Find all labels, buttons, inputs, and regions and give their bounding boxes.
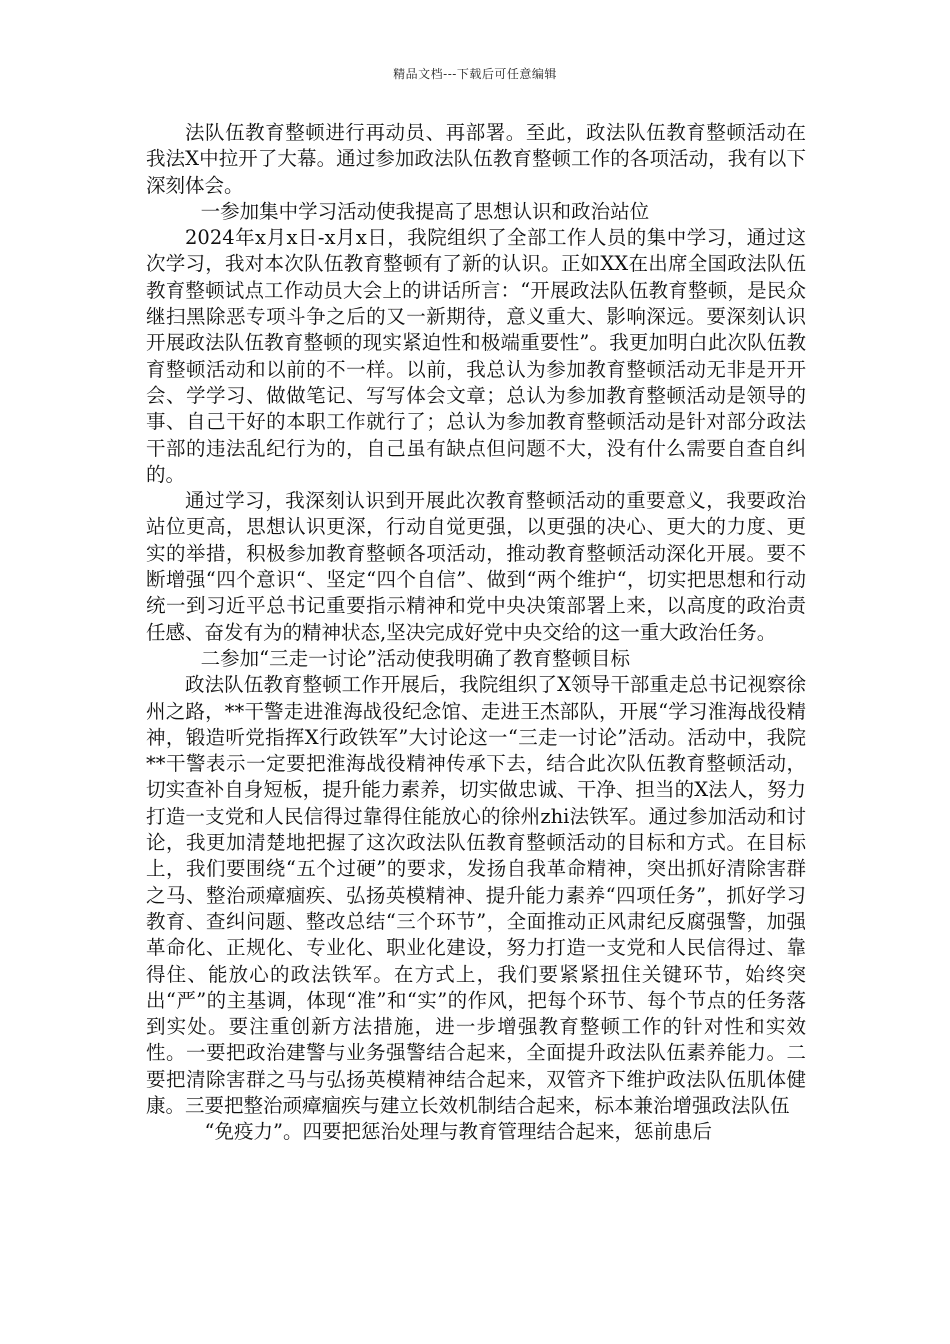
paragraph-page-end-continuation: “免疫力”。四要把惩治处理与教育管理结合起来，惩前患后 xyxy=(204,1120,712,1144)
section-heading-2: 二参加“三走一讨论”活动使我明确了教育整顿目标 xyxy=(200,646,631,670)
paragraph-three-walks-discussion: 政法队伍教育整顿工作开展后，我院组织了X领导干部重走总书记视察徐州之路，**干警走进淮海战役纪念馆、走进王杰部队，开展“学习淮海战役精神，锻造听党指挥X行政铁军”大讨论这一“三走一讨论”活动。活动中，我院**干警表示一定要把淮海战役精神传承下去，结合此次队伍教育整顿活动，切实查补自身短板，提升能力素养，切实做忠诚、干净、担当的X法人，努力打造一支党和人民信得过靠得住能放心的徐州zhi法铁军。通过参加活动和讨论，我更加清楚地把握了这次政法队伍教育整顿活动的目标和方式。在目标上，我们要围绕“五个过硬”的要求，发扬自我革命精神，突出抓好清除害群之马、整治顽瘴痼疾、弘扬英模精神、提升能力素养“四项任务”，抓好学习教育、查纠问题、整改总结“三个环节”，全面推动正风肃纪反腐强警，加强革命化、正规化、专业化、职业化建设，努力打造一支党和人民信得过、靠得住、能放心的政法铁军。在方式上，我们要紧紧扭住关键环节，始终突出“严”的主基调，体现“准”和“实”的作风，把每个环节、每个节点的任务落到实处。要注重创新方法措施，进一步增强教育整顿工作的针对性和实效性。一要把政治建警与业务强警结合起来，全面提升政法队伍素养能力。二要把清除害群之马与弘扬英模精神结合起来，双管齐下维护政法队伍肌体健康。三要把整治顽瘴痼疾与建立长效机制结合起来，标本兼治增强政法队伍 xyxy=(146,673,806,1117)
paragraph-study-session: 2024年x月x日-x月x日，我院组织了全部工作人员的集中学习，通过这次学习，我对本次队伍教育整顿有了新的认识。正如XX在出席全国政法队伍教育整顿试点工作动员大会上的讲话所言：“开展政法队伍教育整顿，是民众继扫黑除恶专项斗争之后的又一新期待，意义重大、影响深远。要深刻认识开展政法队伍教育整顿的现实紧迫性和极端重要性”。我更加明白此次队伍教育整顿活动和以前的不一样。以前，我总认为参加教育整顿活动无非是开开会、学学习、做做笔记、写写体会文章；总认为参加教育整顿活动是领导的事、自己干好的本职工作就行了；总认为参加教育整顿活动是针对部分政法干部的违法乱纪行为的，自己虽有缺点但问题不大，没有什么需要自查自纠的。 xyxy=(146,226,806,486)
paragraph-study-reflection: 通过学习，我深刻认识到开展此次教育整顿活动的重要意义，我要政治站位更高，思想认识更深，行动自觉更强，以更强的决心、更大的力度、更实的举措，积极参加教育整顿各项活动，推动教育整顿活动深化开展。要不断增强“四个意识“、坚定“四个自信”、做到“两个维护“，切实把思想和行动统一到习近平总书记重要指示精神和党中央决策部署上来，以高度的政治责任感、奋发有为的精神状态,坚决完成好党中央交给的这一重大政治任务。 xyxy=(146,489,806,644)
section-heading-1: 一参加集中学习活动使我提高了思想认识和政治站位 xyxy=(200,199,650,223)
paragraph-intro-continuation: 法队伍教育整顿进行再动员、再部署。至此，政法队伍教育整顿活动在我法X中拉开了大幕。通过参加政法队伍教育整顿工作的各项活动，我有以下深刻体会。 xyxy=(146,121,806,197)
page-header: 精品文档---下载后可任意编辑 xyxy=(393,67,557,81)
document-body xyxy=(146,120,806,1146)
